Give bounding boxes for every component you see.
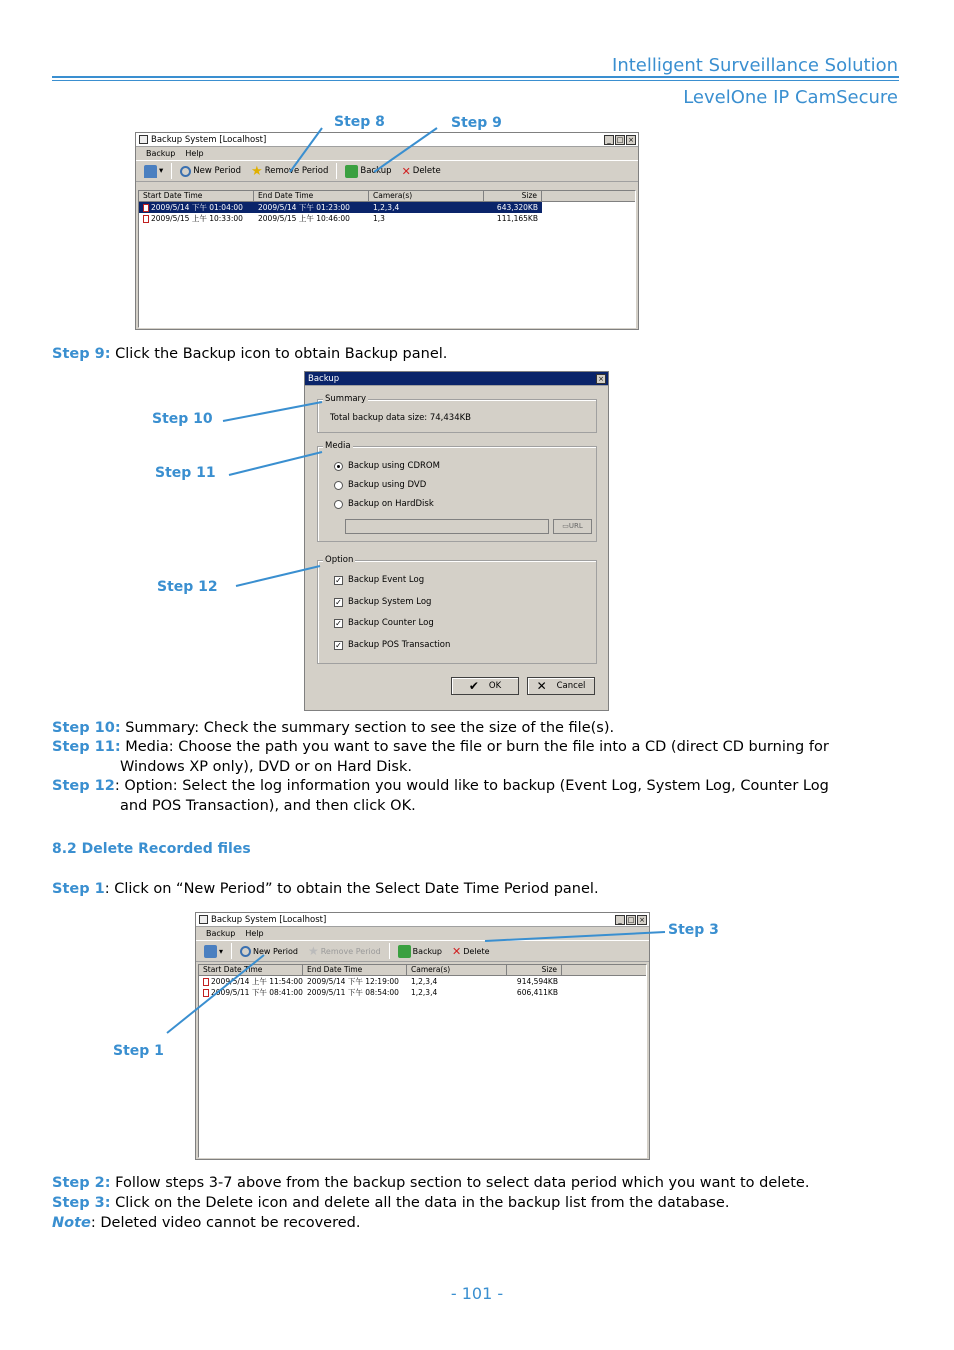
- check-icon: ✔: [468, 679, 479, 693]
- col-size[interactable]: Size: [484, 191, 542, 201]
- callout-step-10: Step 10: [152, 411, 213, 427]
- option-label: Option: [325, 555, 354, 565]
- cell-cameras: 1,3: [373, 214, 385, 223]
- checkbox-icon: ✓: [335, 575, 342, 585]
- magnifier-icon: [180, 166, 191, 177]
- magnifier-icon: [240, 946, 251, 957]
- section-heading: 8.2 Delete Recorded files: [52, 841, 251, 857]
- step-2-paragraph: [52, 1174, 809, 1194]
- app-icon: [199, 915, 208, 924]
- table-row[interactable]: [139, 202, 635, 213]
- option-text: Backup POS Transaction: [348, 640, 451, 650]
- close-icon[interactable]: ×: [596, 374, 606, 384]
- document-subtitle: LevelOne IP CamSecure: [683, 87, 898, 108]
- menubar: [196, 927, 649, 940]
- delete-icon: ✕: [401, 164, 411, 178]
- backup-label: Backup: [360, 166, 392, 176]
- step-12-text: : Select the log information you would like to backup (Event Log, System Log, Counter Log: [172, 778, 829, 794]
- maximize-icon[interactable]: □: [627, 915, 635, 924]
- minimize-icon[interactable]: _: [604, 135, 614, 145]
- menu-backup[interactable]: Backup: [146, 149, 176, 158]
- delete-label: Delete: [412, 166, 441, 176]
- refresh-icon: [345, 165, 358, 178]
- col-start[interactable]: Start Date Time: [199, 965, 303, 975]
- step-11-term: Media: [120, 739, 169, 755]
- dialog-titlebar: [305, 372, 608, 386]
- step-12-paragraph-cont: and POS Transaction), and then click OK.: [120, 798, 416, 814]
- step-9-paragraph: [52, 345, 447, 365]
- star-icon: ★: [251, 163, 263, 179]
- col-end[interactable]: End Date Time: [254, 191, 369, 201]
- browse-folder-icon[interactable]: ▭URL: [553, 519, 592, 534]
- media-option-harddisk[interactable]: [334, 499, 434, 509]
- media-option-cdrom[interactable]: [334, 461, 440, 471]
- document-title: Intelligent Surveillance Solution: [612, 55, 898, 76]
- cell-start: 2009/5/11 下午 08:41:00: [211, 988, 303, 997]
- cell-start: 2009/5/15 上午 10:33:00: [151, 214, 243, 223]
- step-3-paragraph: [52, 1194, 729, 1214]
- remove-period-label: Remove Period: [264, 166, 329, 176]
- cancel-label: Cancel: [556, 681, 586, 691]
- col-start[interactable]: Start Date Time: [139, 191, 254, 201]
- checkbox-icon: ✓: [335, 618, 342, 628]
- media-group: [317, 441, 597, 542]
- table-row[interactable]: [199, 976, 646, 987]
- cell-cameras: 1,2,3,4: [369, 202, 484, 213]
- app-icon: [139, 135, 148, 144]
- step-3-text: Click on the Delete icon and delete all the data in the backup list from the database.: [110, 1195, 730, 1211]
- cell-size: 606,411KB: [516, 988, 558, 997]
- radio-icon: [334, 481, 343, 490]
- col-size[interactable]: Size: [507, 965, 562, 975]
- callout-step-8: Step 8: [334, 114, 385, 130]
- list-header: [199, 965, 646, 976]
- menu-backup[interactable]: Backup: [206, 929, 236, 938]
- remove-period-button[interactable]: [249, 162, 330, 181]
- step-1-key: Step 1: [52, 881, 105, 897]
- option-text: Backup System Log: [348, 597, 432, 607]
- menu-help[interactable]: Help: [245, 929, 264, 938]
- delete-button[interactable]: [450, 943, 492, 960]
- new-period-button[interactable]: [238, 944, 300, 959]
- table-row[interactable]: [139, 213, 635, 224]
- option-system-log[interactable]: [334, 597, 431, 607]
- ok-button[interactable]: [451, 677, 519, 695]
- col-cameras[interactable]: Camera(s): [369, 191, 484, 201]
- step-2-text: Follow steps 3-7 above from the backup section to select data period which you want to delete.: [110, 1175, 810, 1191]
- home-icon: [144, 165, 157, 178]
- step-10-text: : Check the summary section to see the size of the file(s).: [194, 720, 615, 736]
- option-label: Backup using DVD: [348, 480, 427, 490]
- backup-system-window-2: [195, 912, 650, 1160]
- option-label: Backup using CDROM: [348, 461, 440, 471]
- table-row[interactable]: [199, 987, 646, 998]
- close-icon[interactable]: ×: [626, 135, 636, 145]
- dialog-title: Backup: [308, 373, 340, 384]
- home-button[interactable]: ▾: [202, 943, 225, 960]
- note-text: : Deleted video cannot be recovered.: [90, 1215, 361, 1231]
- step-12-paragraph: [52, 777, 829, 797]
- delete-label: Delete: [463, 946, 490, 956]
- maximize-icon[interactable]: □: [616, 135, 624, 144]
- cell-size: 914,594KB: [516, 977, 558, 986]
- toolbar-separator: [171, 163, 172, 179]
- delete-button[interactable]: [400, 163, 443, 180]
- checkbox-icon: ✓: [335, 640, 342, 650]
- note-paragraph: [52, 1214, 360, 1234]
- backup-dialog: [304, 371, 609, 711]
- step-10-key: Step 10:: [52, 720, 121, 736]
- remove-period-button[interactable]: [306, 942, 383, 960]
- callout-step-9: Step 9: [451, 115, 502, 131]
- media-label: Media: [325, 441, 351, 451]
- ok-label: OK: [488, 681, 502, 691]
- new-period-button[interactable]: [178, 164, 243, 179]
- step-11-paragraph: [52, 738, 829, 758]
- step-1-text: : Click on “New Period” to obtain the Select Date Time Period panel.: [104, 881, 599, 897]
- header-rule: [52, 76, 899, 78]
- step-11-key: Step 11:: [52, 739, 121, 755]
- col-end[interactable]: End Date Time: [303, 965, 407, 975]
- refresh-icon: [398, 945, 411, 958]
- home-icon: [204, 945, 217, 958]
- minimize-icon[interactable]: _: [615, 915, 625, 925]
- home-button[interactable]: ▾: [142, 163, 165, 180]
- header-rule-thin: [52, 80, 899, 81]
- new-period-label: New Period: [193, 166, 242, 176]
- media-option-dvd[interactable]: [334, 480, 426, 490]
- cell-cameras: 1,2,3,4: [411, 977, 438, 986]
- cancel-icon: ✕: [536, 679, 547, 693]
- cell-start: 2009/5/14 上午 11:54:00: [211, 977, 303, 986]
- backup-button[interactable]: [396, 943, 444, 960]
- callout-step-1: Step 1: [113, 1043, 164, 1059]
- backup-label: Backup: [412, 946, 442, 956]
- window-titlebar: [136, 133, 638, 147]
- radio-icon: [334, 462, 343, 471]
- cell-end: 2009/5/14 下午 12:19:00: [307, 977, 399, 986]
- backup-list[interactable]: [198, 964, 647, 1158]
- note-key: Note: [52, 1215, 91, 1231]
- summary-label: Summary: [325, 394, 367, 404]
- summary-text: Total backup data size: 74,434KB: [330, 413, 472, 423]
- option-event-log[interactable]: [334, 575, 424, 585]
- step-12-term: : Option: [114, 778, 173, 794]
- step-10-term: Summary: [120, 720, 195, 736]
- option-text: Backup Counter Log: [348, 618, 434, 628]
- col-cameras[interactable]: Camera(s): [407, 965, 507, 975]
- toolbar-separator: [389, 943, 390, 959]
- backup-system-window: [135, 132, 639, 330]
- step-11-text: : Choose the path you want to save the file or burn the file into a CD (direct CD burning for: [168, 739, 829, 755]
- cell-end: 2009/5/14 下午 01:23:00: [254, 202, 369, 213]
- path-field[interactable]: [345, 519, 549, 534]
- step-3-key: Step 3:: [52, 1195, 111, 1211]
- window-title: Backup System [Localhost]: [211, 914, 327, 925]
- window-title: Backup System [Localhost]: [151, 134, 267, 145]
- cell-size: 643,320KB: [484, 202, 542, 213]
- toolbar-separator: [336, 163, 337, 179]
- cell-end: 2009/5/15 上午 10:46:00: [258, 214, 350, 223]
- menubar: [136, 147, 638, 160]
- step-10-paragraph: [52, 719, 614, 739]
- cell-end: 2009/5/11 下午 08:54:00: [307, 988, 399, 997]
- option-counter-log[interactable]: [334, 618, 434, 628]
- callout-step-11: Step 11: [155, 465, 216, 481]
- list-header: [139, 191, 635, 202]
- step-2-key: Step 2:: [52, 1175, 111, 1191]
- backup-list[interactable]: [138, 190, 636, 328]
- star-icon: ★: [307, 944, 319, 958]
- step-9-text: Click the Backup icon to obtain Backup panel.: [110, 346, 448, 362]
- option-pos-transaction[interactable]: [334, 640, 450, 650]
- callout-step-12: Step 12: [157, 579, 218, 595]
- remove-period-label: Remove Period: [320, 946, 381, 956]
- backup-button[interactable]: [343, 163, 393, 180]
- new-period-label: New Period: [253, 946, 298, 956]
- option-group: [317, 555, 597, 664]
- cell-size: 111,165KB: [496, 214, 538, 223]
- checkbox-icon: ✓: [335, 597, 342, 607]
- window-titlebar: [196, 913, 649, 927]
- page-number: - 101 -: [450, 1284, 504, 1303]
- menu-help[interactable]: Help: [185, 149, 204, 158]
- step-11-paragraph-cont: Windows XP only), DVD or on Hard Disk.: [120, 759, 412, 775]
- step-1-paragraph: [52, 880, 599, 900]
- callout-step-3: Step 3: [668, 922, 719, 938]
- toolbar: [136, 160, 638, 182]
- cell-cameras: 1,2,3,4: [411, 988, 438, 997]
- close-icon[interactable]: ×: [637, 915, 647, 925]
- cancel-button[interactable]: [527, 677, 595, 695]
- toolbar-separator: [231, 943, 232, 959]
- toolbar: [196, 940, 649, 962]
- summary-group: [317, 394, 597, 433]
- step-9-key: Step 9:: [52, 346, 111, 362]
- step-12-key: Step 12: [52, 778, 115, 794]
- option-text: Backup Event Log: [348, 575, 425, 585]
- radio-icon: [334, 500, 343, 509]
- cell-start: 2009/5/14 下午 01:04:00: [151, 203, 243, 212]
- delete-icon: ✕: [452, 944, 462, 958]
- option-label: Backup on HardDisk: [348, 499, 434, 509]
